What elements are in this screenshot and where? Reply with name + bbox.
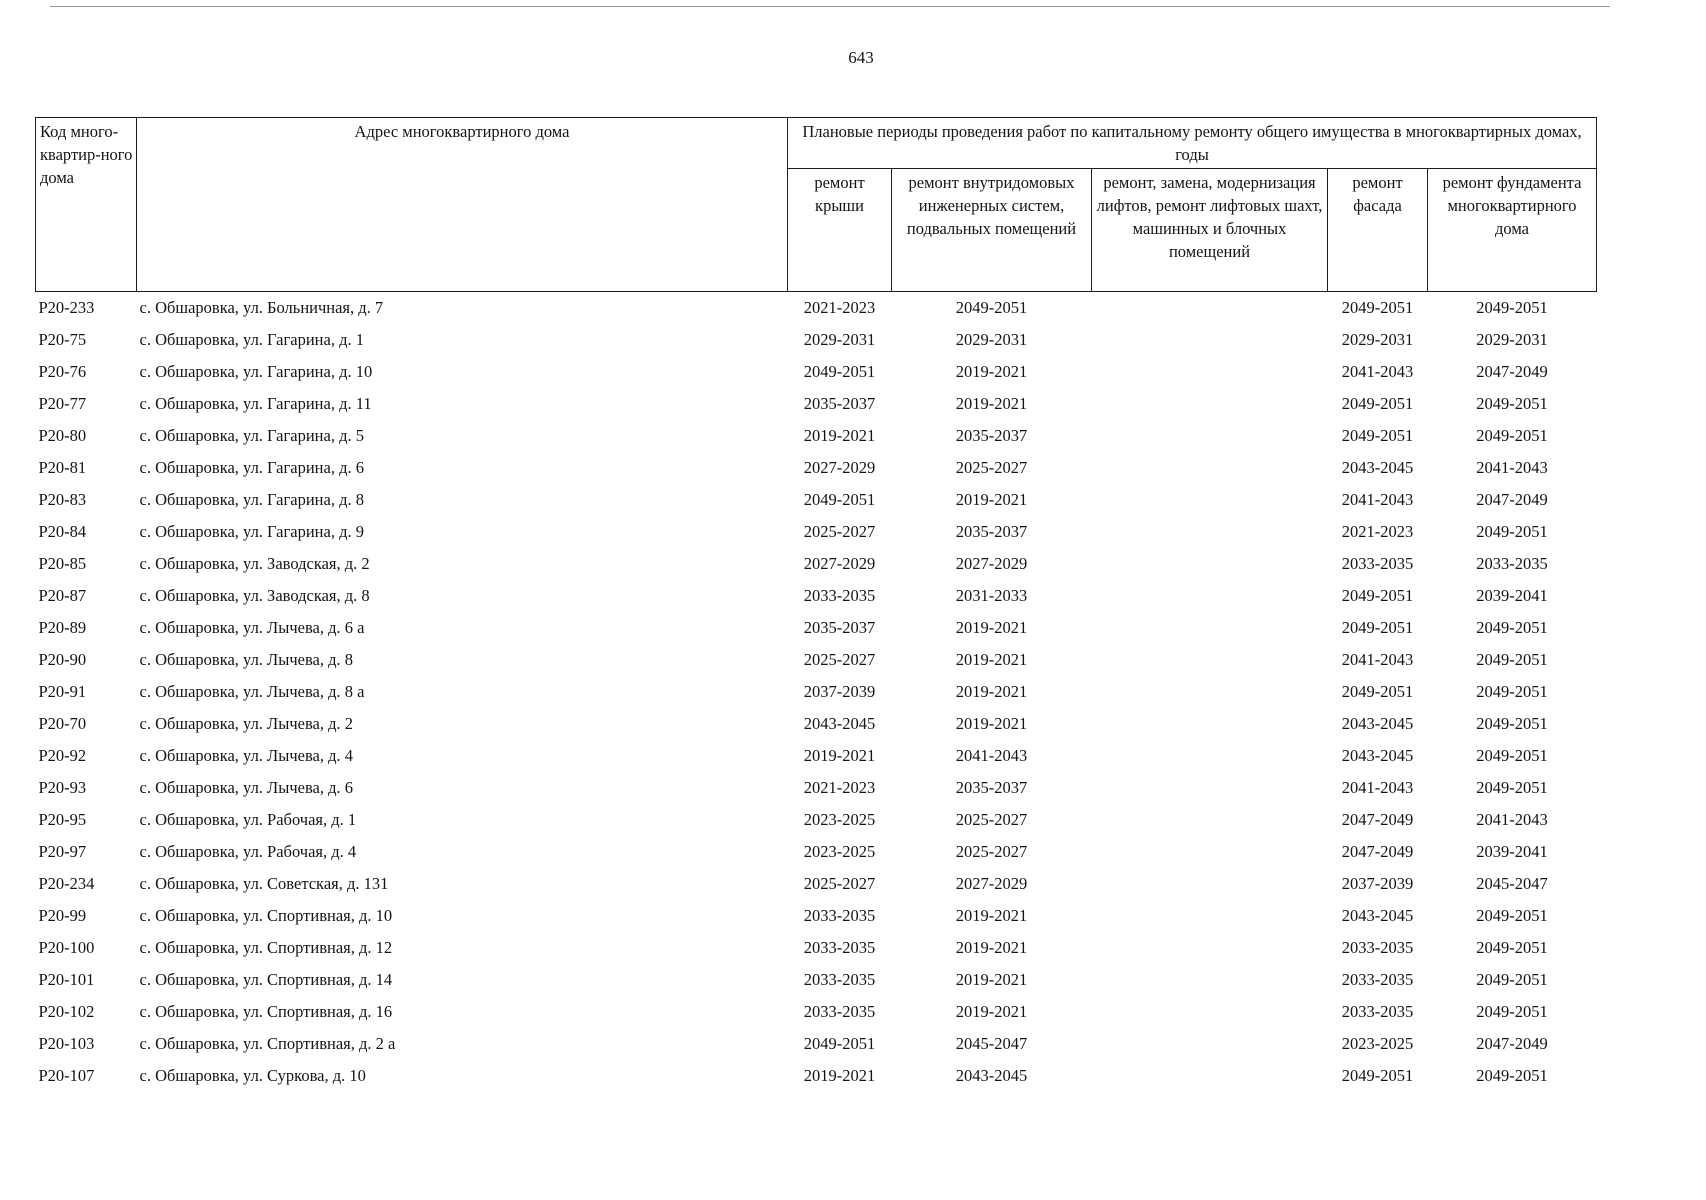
cell-address: с. Обшаровка, ул. Спортивная, д. 10 [139, 906, 393, 925]
cell-address: с. Обшаровка, ул. Лычева, д. 4 [139, 746, 353, 765]
cell-elevator-period [1092, 996, 1328, 1028]
cell-address: с. Обшаровка, ул. Гагарина, д. 5 [139, 426, 364, 445]
cell-foundation-period: 2049-2051 [1476, 682, 1548, 701]
cell-facade-period: 2037-2039 [1341, 874, 1414, 893]
cell-engineering-period: 2019-2021 [955, 682, 1028, 701]
cell-elevator-period [1092, 292, 1328, 325]
cell-facade-period: 2021-2023 [1341, 522, 1414, 541]
cell-building-code: Р20-234 [38, 874, 95, 893]
cell-facade-period: 2049-2051 [1341, 618, 1414, 637]
cell-facade-period: 2049-2051 [1341, 682, 1414, 701]
cell-roof-period: 2025-2027 [803, 874, 876, 893]
cell-address: с. Обшаровка, ул. Гагарина, д. 9 [139, 522, 364, 541]
cell-elevator-period [1092, 900, 1328, 932]
cell-elevator-period [1092, 516, 1328, 548]
cell-roof-period: 2025-2027 [803, 522, 876, 541]
header-planned-periods: Плановые периоды проведения работ по капитальному ремонту общего имущества в многоквартирных домах, годы [788, 118, 1597, 169]
cell-foundation-period: 2049-2051 [1476, 522, 1548, 541]
cell-roof-period: 2043-2045 [803, 714, 876, 733]
page-number: 643 [848, 48, 874, 67]
cell-address: с. Обшаровка, ул. Спортивная, д. 16 [139, 1002, 393, 1021]
cell-elevator-period [1092, 484, 1328, 516]
cell-facade-period: 2043-2045 [1341, 714, 1414, 733]
table-row [36, 292, 1597, 325]
cell-foundation-period: 2047-2049 [1476, 1034, 1548, 1053]
table-row [36, 388, 1597, 420]
cell-foundation-period: 2049-2051 [1476, 650, 1548, 669]
cell-address: с. Обшаровка, ул. Гагарина, д. 6 [139, 458, 364, 477]
cell-engineering-period: 2025-2027 [955, 810, 1028, 829]
cell-roof-period: 2025-2027 [803, 650, 876, 669]
cell-roof-period: 2037-2039 [803, 682, 876, 701]
cell-elevator-period [1092, 740, 1328, 772]
cell-elevator-period [1092, 1060, 1328, 1092]
cell-facade-period: 2041-2043 [1341, 490, 1414, 509]
cell-engineering-period: 2029-2031 [955, 330, 1028, 349]
cell-engineering-period: 2035-2037 [955, 778, 1028, 797]
cell-engineering-period: 2035-2037 [955, 522, 1028, 541]
cell-address: с. Обшаровка, ул. Спортивная, д. 14 [139, 970, 393, 989]
cell-building-code: Р20-84 [38, 522, 87, 541]
cell-address: с. Обшаровка, ул. Спортивная, д. 2 а [139, 1034, 396, 1053]
cell-engineering-period: 2043-2045 [955, 1066, 1028, 1085]
table-row [36, 740, 1597, 772]
cell-roof-period: 2033-2035 [803, 906, 876, 925]
header-facade-repair: ремонт фасада [1328, 169, 1428, 292]
cell-facade-period: 2029-2031 [1341, 330, 1414, 349]
cell-address: с. Обшаровка, ул. Лычева, д. 6 [139, 778, 353, 797]
cell-foundation-period: 2049-2051 [1476, 618, 1548, 637]
cell-address: с. Обшаровка, ул. Лычева, д. 6 а [139, 618, 365, 637]
cell-facade-period: 2043-2045 [1341, 746, 1414, 765]
table-row [36, 996, 1597, 1028]
cell-roof-period: 2049-2051 [803, 362, 876, 381]
cell-address: с. Обшаровка, ул. Лычева, д. 8 а [139, 682, 365, 701]
cell-roof-period: 2027-2029 [803, 554, 876, 573]
table-row [36, 644, 1597, 676]
cell-address: с. Обшаровка, ул. Больничная, д. 7 [139, 298, 384, 317]
cell-address: с. Обшаровка, ул. Советская, д. 131 [139, 874, 389, 893]
cell-roof-period: 2033-2035 [803, 586, 876, 605]
cell-roof-period: 2035-2037 [803, 394, 876, 413]
header-address: Адрес многоквартирного дома [137, 118, 788, 292]
cell-elevator-period [1092, 676, 1328, 708]
cell-engineering-period: 2019-2021 [955, 714, 1028, 733]
cell-foundation-period: 2049-2051 [1476, 1066, 1548, 1085]
cell-building-code: Р20-95 [38, 810, 87, 829]
cell-roof-period: 2019-2021 [803, 426, 876, 445]
cell-engineering-period: 2019-2021 [955, 938, 1028, 957]
table-row [36, 804, 1597, 836]
cell-engineering-period: 2027-2029 [955, 874, 1028, 893]
cell-facade-period: 2047-2049 [1341, 810, 1414, 829]
cell-address: с. Обшаровка, ул. Рабочая, д. 4 [139, 842, 357, 861]
table-row [36, 1060, 1597, 1092]
cell-foundation-period: 2049-2051 [1476, 970, 1548, 989]
table-row [36, 1028, 1597, 1060]
cell-roof-period: 2033-2035 [803, 1002, 876, 1021]
cell-elevator-period [1092, 964, 1328, 996]
table-body [36, 292, 1597, 1093]
cell-building-code: Р20-97 [38, 842, 87, 861]
cell-address: с. Обшаровка, ул. Лычева, д. 8 [139, 650, 353, 669]
cell-roof-period: 2029-2031 [803, 330, 876, 349]
header-elevator-repair: ремонт, замена, модернизация лифтов, ремонт лифтовых шахт, машинных и блочных помещений [1092, 169, 1328, 292]
cell-engineering-period: 2045-2047 [955, 1034, 1028, 1053]
cell-foundation-period: 2041-2043 [1476, 810, 1548, 829]
cell-engineering-period: 2019-2021 [955, 970, 1028, 989]
cell-foundation-period: 2049-2051 [1476, 714, 1548, 733]
cell-roof-period: 2049-2051 [803, 1034, 876, 1053]
cell-building-code: Р20-90 [38, 650, 87, 669]
cell-elevator-period [1092, 612, 1328, 644]
header-building-code: Код много-квартир-ного дома [36, 118, 137, 292]
table-row [36, 612, 1597, 644]
cell-building-code: Р20-100 [38, 938, 95, 957]
cell-building-code: Р20-91 [38, 682, 87, 701]
cell-building-code: Р20-101 [38, 970, 95, 989]
cell-foundation-period: 2041-2043 [1476, 458, 1548, 477]
cell-building-code: Р20-89 [38, 618, 87, 637]
cell-roof-period: 2049-2051 [803, 490, 876, 509]
table-row [36, 452, 1597, 484]
cell-building-code: Р20-233 [38, 298, 95, 317]
header-roof-repair: ремонт крыши [788, 169, 892, 292]
cell-elevator-period [1092, 388, 1328, 420]
table-row [36, 580, 1597, 612]
cell-building-code: Р20-87 [38, 586, 87, 605]
cell-foundation-period: 2047-2049 [1476, 362, 1548, 381]
cell-foundation-period: 2049-2051 [1476, 298, 1548, 317]
page-top-rule [50, 6, 1610, 7]
cell-engineering-period: 2019-2021 [955, 650, 1028, 669]
cell-engineering-period: 2019-2021 [955, 490, 1028, 509]
cell-elevator-period [1092, 1028, 1328, 1060]
cell-foundation-period: 2033-2035 [1476, 554, 1548, 573]
cell-facade-period: 2049-2051 [1341, 586, 1414, 605]
cell-building-code: Р20-83 [38, 490, 87, 509]
cell-address: с. Обшаровка, ул. Гагарина, д. 10 [139, 362, 373, 381]
cell-address: с. Обшаровка, ул. Суркова, д. 10 [139, 1066, 366, 1085]
cell-foundation-period: 2049-2051 [1476, 1002, 1548, 1021]
table-row [36, 868, 1597, 900]
table-row [36, 548, 1597, 580]
cell-building-code: Р20-107 [38, 1066, 95, 1085]
cell-elevator-period [1092, 324, 1328, 356]
cell-foundation-period: 2049-2051 [1476, 394, 1548, 413]
cell-facade-period: 2033-2035 [1341, 970, 1414, 989]
cell-engineering-period: 2019-2021 [955, 906, 1028, 925]
cell-engineering-period: 2035-2037 [955, 426, 1028, 445]
cell-facade-period: 2049-2051 [1341, 394, 1414, 413]
cell-roof-period: 2035-2037 [803, 618, 876, 637]
cell-foundation-period: 2045-2047 [1476, 874, 1548, 893]
cell-facade-period: 2033-2035 [1341, 938, 1414, 957]
table-row [36, 772, 1597, 804]
cell-building-code: Р20-85 [38, 554, 87, 573]
capital-repair-schedule-table [35, 117, 1597, 1092]
cell-building-code: Р20-99 [38, 906, 87, 925]
cell-foundation-period: 2049-2051 [1476, 906, 1548, 925]
cell-elevator-period [1092, 644, 1328, 676]
cell-address: с. Обшаровка, ул. Гагарина, д. 8 [139, 490, 364, 509]
cell-elevator-period [1092, 708, 1328, 740]
table-row [36, 420, 1597, 452]
cell-engineering-period: 2019-2021 [955, 394, 1028, 413]
cell-elevator-period [1092, 420, 1328, 452]
table-row [36, 964, 1597, 996]
table-row [36, 900, 1597, 932]
cell-building-code: Р20-92 [38, 746, 87, 765]
cell-facade-period: 2041-2043 [1341, 778, 1414, 797]
cell-building-code: Р20-103 [38, 1034, 95, 1053]
cell-foundation-period: 2039-2041 [1476, 842, 1548, 861]
cell-elevator-period [1092, 580, 1328, 612]
cell-facade-period: 2043-2045 [1341, 906, 1414, 925]
cell-building-code: Р20-93 [38, 778, 87, 797]
cell-elevator-period [1092, 452, 1328, 484]
cell-elevator-period [1092, 932, 1328, 964]
cell-elevator-period [1092, 836, 1328, 868]
table-row [36, 932, 1597, 964]
cell-facade-period: 2049-2051 [1341, 1066, 1414, 1085]
cell-roof-period: 2023-2025 [803, 810, 876, 829]
cell-building-code: Р20-102 [38, 1002, 95, 1021]
cell-address: с. Обшаровка, ул. Рабочая, д. 1 [139, 810, 357, 829]
cell-foundation-period: 2047-2049 [1476, 490, 1548, 509]
cell-roof-period: 2033-2035 [803, 938, 876, 957]
cell-building-code: Р20-70 [38, 714, 87, 733]
cell-engineering-period: 2041-2043 [955, 746, 1028, 765]
cell-facade-period: 2041-2043 [1341, 650, 1414, 669]
cell-address: с. Обшаровка, ул. Заводская, д. 8 [139, 586, 370, 605]
cell-building-code: Р20-75 [38, 330, 87, 349]
table-row [36, 836, 1597, 868]
cell-building-code: Р20-76 [38, 362, 87, 381]
cell-foundation-period: 2049-2051 [1476, 778, 1548, 797]
cell-engineering-period: 2019-2021 [955, 1002, 1028, 1021]
cell-address: с. Обшаровка, ул. Гагарина, д. 11 [139, 394, 372, 413]
cell-foundation-period: 2049-2051 [1476, 746, 1548, 765]
cell-engineering-period: 2025-2027 [955, 458, 1028, 477]
table-header [36, 118, 1597, 292]
cell-roof-period: 2023-2025 [803, 842, 876, 861]
cell-roof-period: 2019-2021 [803, 1066, 876, 1085]
cell-elevator-period [1092, 356, 1328, 388]
cell-elevator-period [1092, 548, 1328, 580]
cell-engineering-period: 2025-2027 [955, 842, 1028, 861]
cell-roof-period: 2027-2029 [803, 458, 876, 477]
cell-facade-period: 2023-2025 [1341, 1034, 1414, 1053]
cell-foundation-period: 2039-2041 [1476, 586, 1548, 605]
cell-facade-period: 2049-2051 [1341, 426, 1414, 445]
table-row [36, 356, 1597, 388]
cell-roof-period: 2021-2023 [803, 298, 876, 317]
cell-foundation-period: 2049-2051 [1476, 426, 1548, 445]
cell-facade-period: 2049-2051 [1341, 298, 1414, 317]
table-row [36, 676, 1597, 708]
cell-facade-period: 2047-2049 [1341, 842, 1414, 861]
cell-foundation-period: 2049-2051 [1476, 938, 1548, 957]
table-row [36, 516, 1597, 548]
cell-engineering-period: 2049-2051 [955, 298, 1028, 317]
cell-address: с. Обшаровка, ул. Спортивная, д. 12 [139, 938, 393, 957]
cell-facade-period: 2033-2035 [1341, 1002, 1414, 1021]
cell-building-code: Р20-77 [38, 394, 87, 413]
cell-building-code: Р20-80 [38, 426, 87, 445]
cell-elevator-period [1092, 772, 1328, 804]
cell-address: с. Обшаровка, ул. Заводская, д. 2 [139, 554, 370, 573]
cell-engineering-period: 2019-2021 [955, 618, 1028, 637]
cell-roof-period: 2033-2035 [803, 970, 876, 989]
cell-facade-period: 2041-2043 [1341, 362, 1414, 381]
cell-building-code: Р20-81 [38, 458, 87, 477]
table-row [36, 324, 1597, 356]
header-engineering-systems-repair: ремонт внутридомовых инженерных систем, подвальных помещений [892, 169, 1092, 292]
cell-engineering-period: 2027-2029 [955, 554, 1028, 573]
table-row [36, 484, 1597, 516]
cell-roof-period: 2021-2023 [803, 778, 876, 797]
header-row-top [36, 118, 1597, 169]
cell-address: с. Обшаровка, ул. Гагарина, д. 1 [139, 330, 364, 349]
cell-engineering-period: 2019-2021 [955, 362, 1028, 381]
cell-foundation-period: 2029-2031 [1476, 330, 1548, 349]
cell-engineering-period: 2031-2033 [955, 586, 1028, 605]
cell-facade-period: 2033-2035 [1341, 554, 1414, 573]
cell-elevator-period [1092, 868, 1328, 900]
cell-roof-period: 2019-2021 [803, 746, 876, 765]
header-foundation-repair: ремонт фундамента многоквартирного дома [1428, 169, 1597, 292]
document-sheet [35, 117, 1596, 1092]
cell-facade-period: 2043-2045 [1341, 458, 1414, 477]
cell-address: с. Обшаровка, ул. Лычева, д. 2 [139, 714, 353, 733]
cell-elevator-period [1092, 804, 1328, 836]
table-row [36, 708, 1597, 740]
